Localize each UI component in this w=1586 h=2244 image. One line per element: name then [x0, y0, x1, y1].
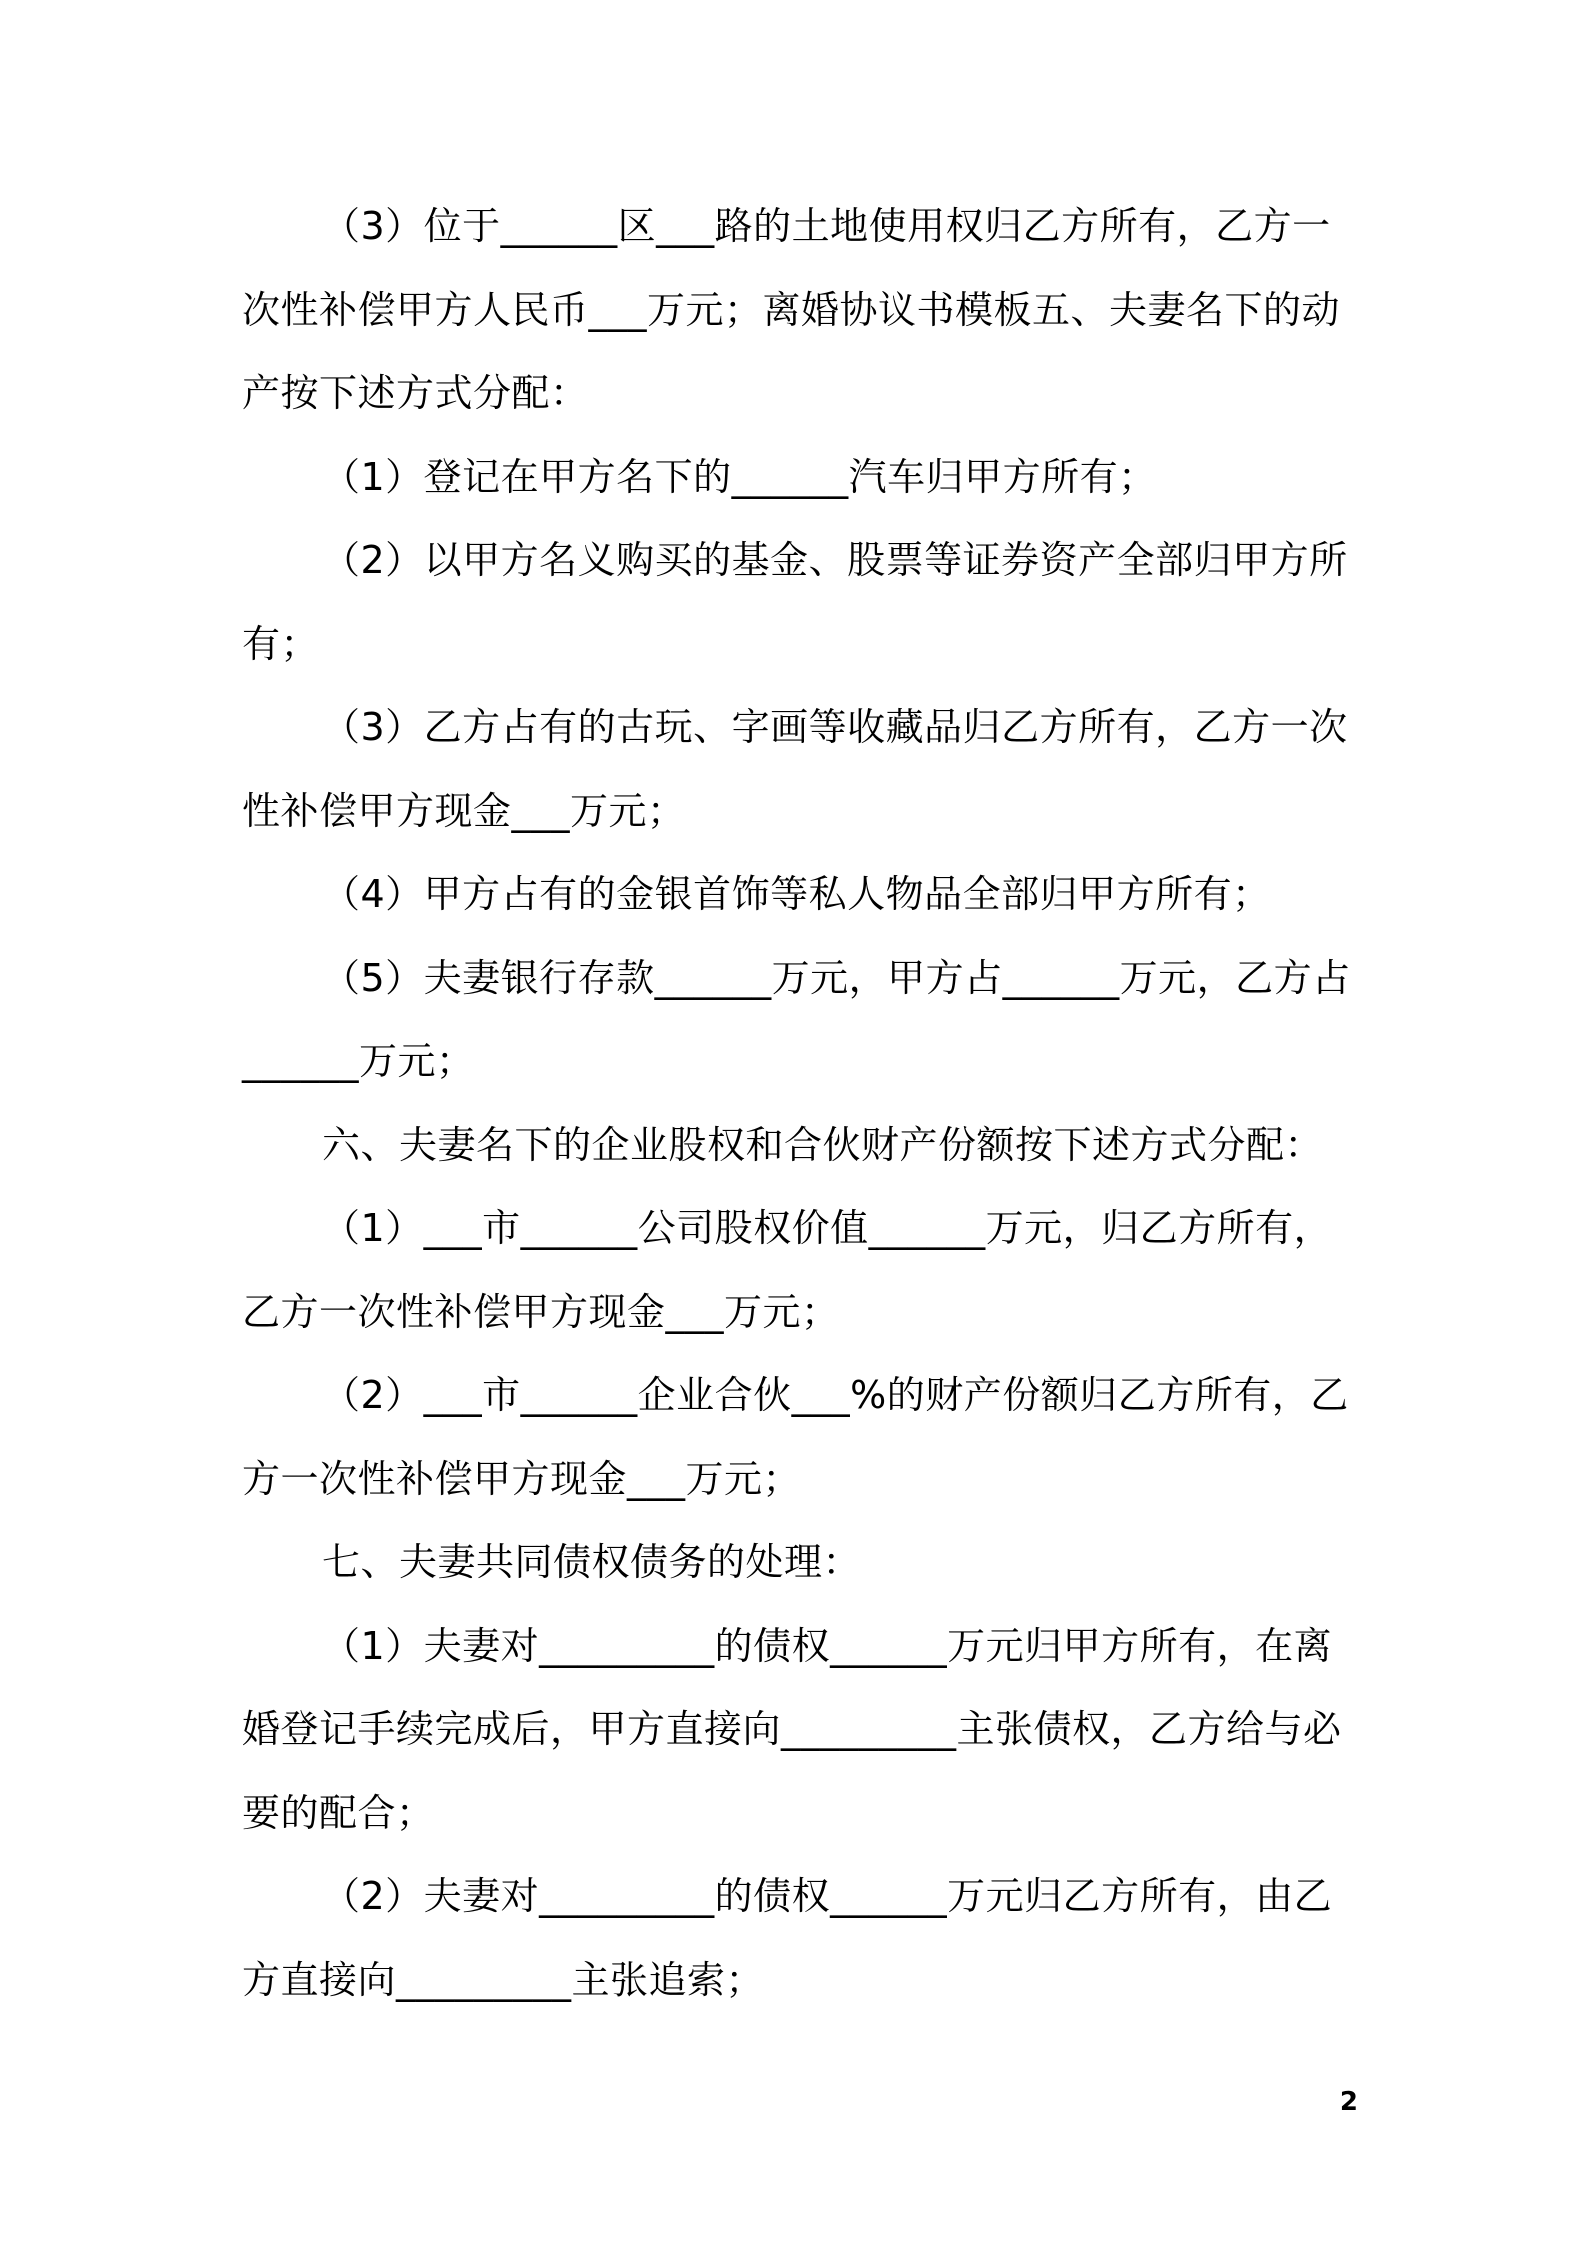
- paragraph-jewelry: （4）甲方占有的金银首饰等私人物品全部归甲方所有；: [322, 872, 1271, 916]
- paragraph-land-use-right: （3）位于______区___路的土地使用权归乙方所有，乙方一次性补偿甲方人民币___万元；离婚协议书模板五、夫妻名下的动产按下述方式分配：: [242, 204, 1341, 415]
- section-heading-debts: 七、夫妻共同债权债务的处理：: [322, 1540, 862, 1584]
- paragraph-car: （1）登记在甲方名下的______汽车归甲方所有；: [322, 454, 1157, 499]
- paragraph-partnership-share: （2）___市______企业合伙___%的财产份额归乙方所有，乙方一次性补偿甲方现金___万元；: [242, 1373, 1349, 1501]
- section-heading-equity: 六、夫妻名下的企业股权和合伙财产份额按下述方式分配：: [322, 1122, 1324, 1167]
- paragraph-securities: （2）以甲方名义购买的基金、股票等证券资产全部归甲方所有；: [242, 538, 1348, 666]
- page-number: 2: [1339, 2087, 1358, 2117]
- paragraph-company-equity: （1）___市______公司股权价值______万元，归乙方所有，乙方一次性补偿甲方现金___万元；: [242, 1206, 1333, 1334]
- paragraph-collectibles: （3）乙方占有的古玩、字画等收藏品归乙方所有，乙方一次性补偿甲方现金___万元；: [242, 705, 1348, 833]
- paragraph-claim-party-b: （2）夫妻对_________的债权______万元归乙方所有，由乙方直接向_________主张追索；: [242, 1874, 1333, 2002]
- paragraph-bank-deposit: （5）夫妻银行存款______万元，甲方占______万元，乙方占______万元；: [242, 955, 1351, 1083]
- document-body: [242, 185, 1357, 2022]
- paragraph-claim-party-a: （1）夫妻对_________的债权______万元归甲方所有，在离婚登记手续完成后，甲方直接向_________主张债权，乙方给与必要的配合；: [242, 1623, 1342, 1835]
